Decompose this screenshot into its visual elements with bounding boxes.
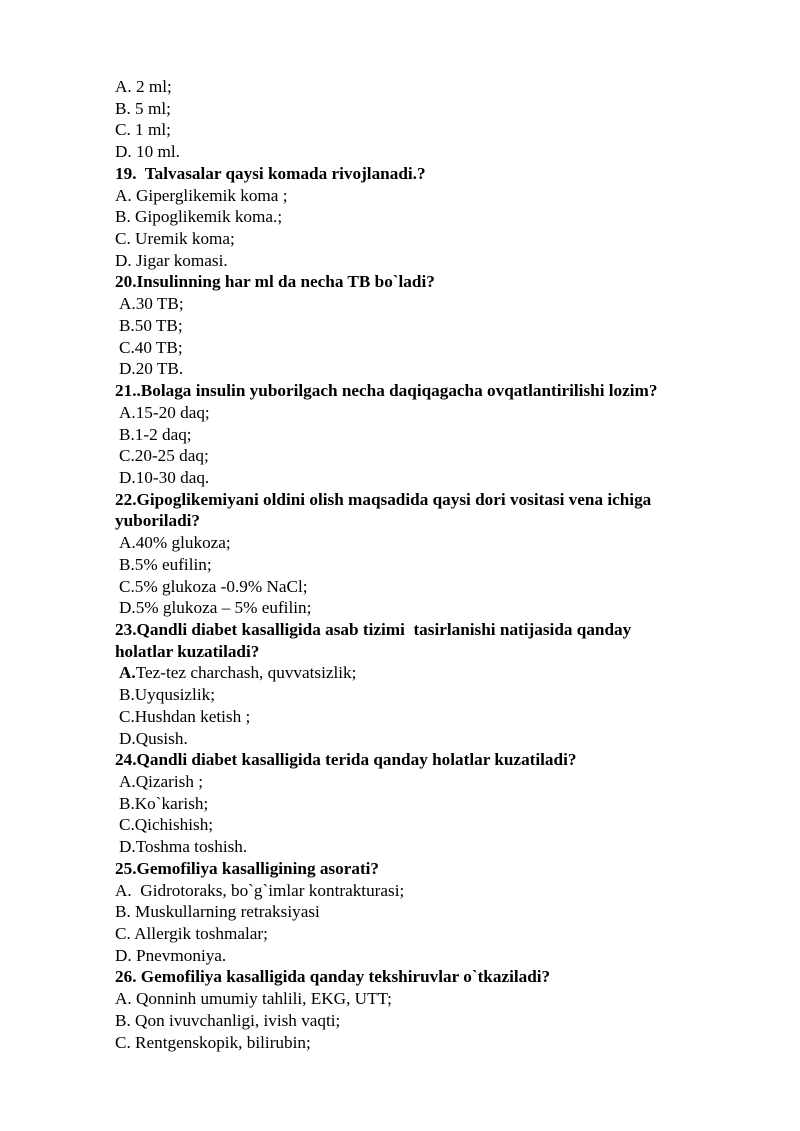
answer-option: D.5% glukoza – 5% eufilin;	[119, 598, 312, 618]
answer-option: D. Pnevmoniya.	[115, 945, 227, 965]
answer-option: D.10-30 daq.	[119, 467, 210, 487]
answer-option: C. 1 ml;	[115, 120, 171, 140]
question-text: 19. Talvasalar qaysi komada rivojlanadi.?	[115, 163, 426, 183]
answer-option: B. 5 ml;	[115, 98, 171, 118]
question-text: 24.Qandli diabet kasalligida terida qanday holatlar kuzatiladi?	[115, 750, 577, 770]
answer-option: A.Qizarish ;	[119, 772, 204, 791]
answer-option: B.1-2 daq;	[119, 424, 192, 444]
answer-option: B. Qon ivuvchanligi, ivish vaqti;	[115, 1010, 341, 1030]
question-text: 20.Insulinning har ml da necha TB bo`ladi?	[115, 272, 435, 292]
answer-option: D.Qusish.	[119, 728, 188, 748]
answer-option: C.20-25 daq;	[119, 446, 209, 466]
answer-option: C. Allergik toshmalar;	[115, 924, 268, 944]
answer-option: A.15-20 daq;	[119, 402, 210, 422]
answer-option: C.Qichishish;	[119, 815, 214, 835]
answer-option: D.20 TB.	[119, 359, 184, 379]
question-text: 21..Bolaga insulin yuborilgach necha daqiqagacha ovqatlantirilishi lozim?	[115, 381, 658, 401]
answer-option: C.40 TB;	[119, 337, 183, 357]
answer-option: C.5% glukoza -0.9% NaCl;	[119, 576, 308, 596]
question-text: 26. Gemofiliya kasalligida qanday tekshiruvlar o`tkaziladi?	[115, 967, 551, 987]
answer-option: C.Hushdan ketish ;	[119, 706, 251, 726]
answer-option: C. Uremik koma;	[115, 229, 235, 249]
answer-option: B.5% eufilin;	[119, 554, 212, 574]
answer-option: B. Muskullarning retraksiyasi	[115, 902, 320, 922]
question-text: 23.Qandli diabet kasalligida asab tizimi tasirlanishi natijasida qanday	[115, 619, 632, 639]
answer-text: Tez-tez charchash, quvvatsizlik;	[135, 663, 357, 683]
answer-option: B.50 TB;	[119, 315, 183, 335]
answer-option: A.30 TB;	[119, 294, 184, 314]
question-text: 25.Gemofiliya kasalligining asorati?	[115, 858, 380, 878]
answer-option: A. Gidrotoraks, bo`g`imlar kontrakturasi;	[115, 880, 405, 900]
question-text: holatlar kuzatiladi?	[115, 641, 260, 661]
answer-option: A. Giperglikemik koma ;	[115, 185, 288, 205]
question-text: 22.Gipoglikemiyani oldini olish maqsadida qaysi dori vositasi vena ichiga	[115, 489, 652, 509]
answer-option: C. Rentgenskopik, bilirubin;	[115, 1032, 311, 1052]
answer-option: D. Jigar komasi.	[115, 250, 228, 270]
answer-option: B.Uyqusizlik;	[119, 685, 215, 705]
answer-option: D.Toshma toshish.	[119, 837, 248, 857]
answer-letter: A.	[119, 663, 136, 683]
answer-option: B.Ko`karish;	[119, 793, 209, 813]
answer-option	[115, 662, 720, 684]
answer-option: A.40% glukoza;	[119, 533, 231, 553]
answer-option: A. 2 ml;	[115, 77, 172, 96]
answer-option: D. 10 ml.	[115, 142, 180, 162]
answer-option: B. Gipoglikemik koma.;	[115, 207, 283, 227]
question-text: yuboriladi?	[115, 511, 201, 531]
answer-option: A. Qonninh umumiy tahlili, EKG, UTT;	[115, 989, 392, 1009]
